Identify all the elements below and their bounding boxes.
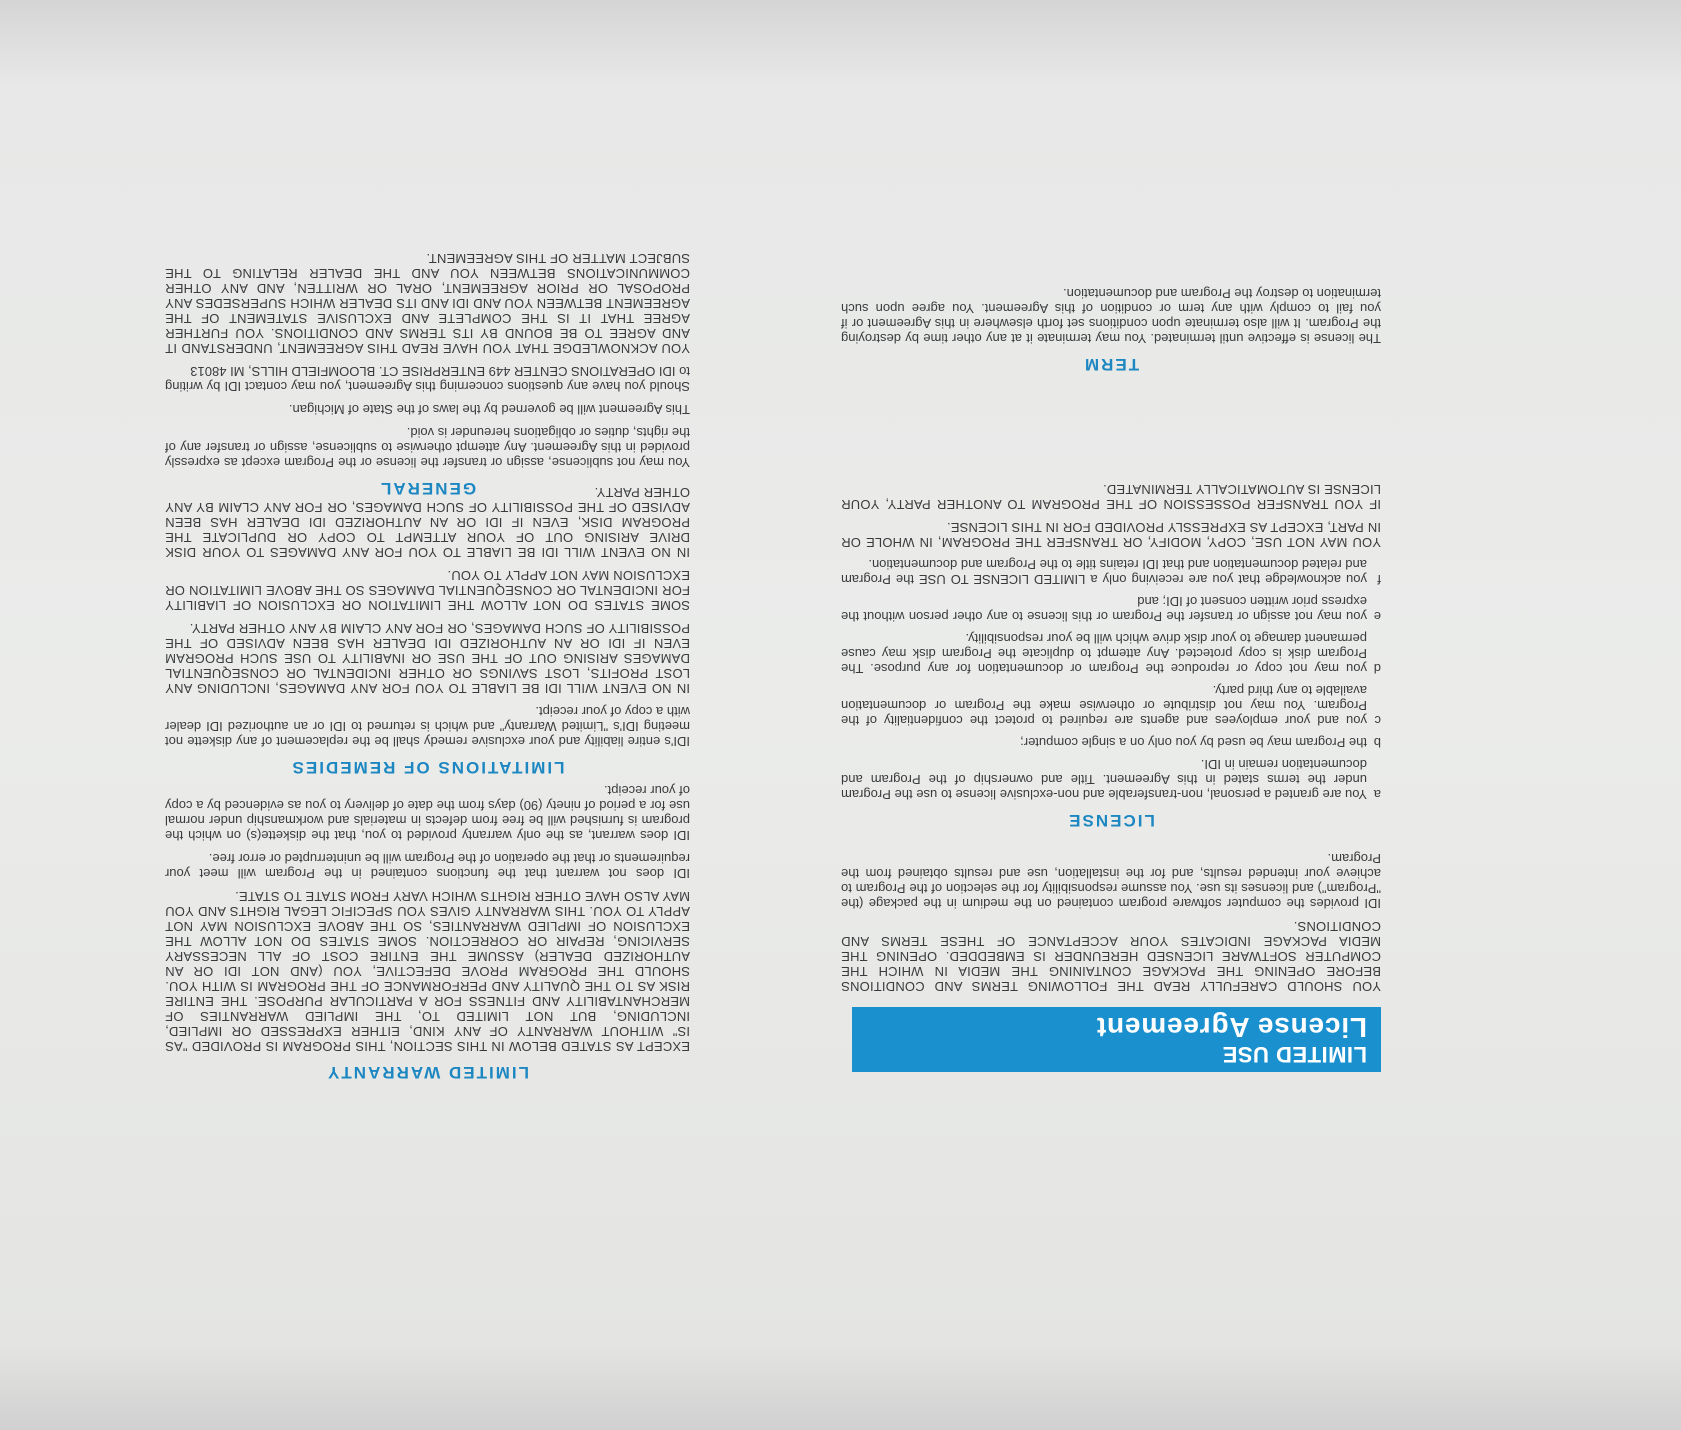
title-line-2: License Agreement	[1096, 1012, 1367, 1043]
item-text: You are granted a personal, non-transferable and non-exclusive license to use the Program under the terms stated in this Agreement. Title and ownership of the Program and documentation remain in IDI.	[841, 757, 1367, 802]
intro-text: IDI provides the computer software program contained on the medium in the package (the "Program") and licenses its use. You assume responsibility for the selection of the Program to achieve your intended results, and for the installation, use and results obtained from the Program.	[841, 851, 1381, 911]
term-heading: TERM	[1082, 355, 1140, 374]
license-item-a	[841, 757, 1381, 802]
term-text: The license is effective until terminated. You may terminate it at any other time by destroying the Program. It will also terminate upon conditions set forth elsewhere in this Agreement or if you fail to comply with any term or condition of this Agreement. You agree upon such termination to destroy the Program and documentation.	[841, 286, 1381, 346]
general-text-3: Should you have any questions concerning this Agreement, you may contact IDI by writing to IDI OPERATIONS CENTER 449 ENTERPRISE CT. BLOOMFIELD HILLS, MI 48013	[165, 364, 690, 394]
item-text: you and your employees and agents are required to protect the confidentiality of the Program. You may not distribute or otherwise make the Program or documentation available to any third party.	[841, 683, 1367, 728]
remedies-caps-1: IN NO EVENT WILL IDI BE LIABLE TO YOU FOR ANY DAMAGES, INCLUDING ANY LOST PROFITS, LOST SAVINGS OR OTHER INCIDENTAL OR CONSEQUENTIAL DAMAGES ARISING OUT OF THE USE OR INABILITY TO USE SUCH PROGRAM EVEN IF IDI OR AN AUTHORIZED IDI DEALER HAS BEEN ADVISED OF THE POSSIBILITY OF SUCH DAMAGES, OR FOR ANY CLAIM BY ANY OTHER PARTY.	[165, 621, 690, 696]
title-banner	[852, 1007, 1381, 1072]
title-line-1: LIMITED USE	[1222, 1042, 1367, 1067]
license-section	[841, 474, 1381, 830]
term-section	[841, 278, 1381, 374]
item-letter: e	[1373, 609, 1381, 624]
warranty-text-2: IDI does warrant, as the only warranty provided to you, that the diskette(s) on which the program is furnished will be free from defects in materials and workmanship under normal use for a period of ninety (90) days from the date of delivery to you as evidenced by a copy of your receipt.	[165, 783, 690, 843]
item-text: you may not copy or reproduce the Program or documentation for any purpose. The Program disk is copy protected. Any attempt to duplicate the Program disk may cause permanent damage to your disk drive which will be your responsibility.	[841, 631, 1367, 676]
license-item-c	[841, 683, 1381, 728]
license-heading: LICENSE	[1067, 811, 1155, 830]
item-letter: c	[1374, 713, 1381, 728]
item-text: the Program may be used by you only on a single computer;	[1020, 735, 1367, 750]
license-item-b	[841, 735, 1381, 750]
general-heading: GENERAL	[378, 479, 477, 498]
license-caps-1: YOU MAY NOT USE, COPY, MODIFY, OR TRANSFER THE PROGRAM, IN WHOLE OR IN PART, EXCEPT AS EXPRESSLY PROVIDED FOR IN THIS LICENSE.	[841, 520, 1381, 550]
intro-section	[841, 843, 1381, 994]
license-item-e	[841, 594, 1381, 624]
general-section	[165, 243, 690, 498]
remedies-section	[165, 477, 690, 777]
item-letter: b	[1373, 735, 1381, 750]
warranty-section	[165, 775, 690, 1082]
remedies-heading: LIMITATIONS OF REMEDIES	[290, 758, 565, 777]
item-text: you may not assign or transfer the Program or this license to any other person without the express prior written consent of IDI; and	[841, 594, 1367, 624]
warranty-heading: LIMITED WARRANTY	[326, 1063, 529, 1082]
general-text-1: You may not sublicense, assign or transfer the license or the Program except as expressly provided in this Agreement. Any attempt otherwise to sublicense, assign or transfer any of the rights, duties or obligations hereunder is void.	[165, 425, 690, 470]
item-letter: a	[1373, 787, 1381, 802]
license-item-d	[841, 631, 1381, 676]
license-caps-2: IF YOU TRANSFER POSSESSION OF THE PROGRAM TO ANOTHER PARTY, YOUR LICENSE IS AUTOMATICALLY TERMINATED.	[841, 482, 1381, 512]
item-letter: d	[1373, 661, 1381, 676]
license-item-f	[841, 557, 1381, 587]
remedies-caps-2: SOME STATES DO NOT ALLOW THE LIMITATION OR EXCLUSION OF LIABILITY FOR INCIDENTAL OR CONSEQUENTIAL DAMAGES SO THE ABOVE LIMITATION OR EXCLUSION MAY NOT APPLY TO YOU.	[165, 568, 690, 613]
item-letter: f	[1377, 572, 1381, 587]
general-text-2: This Agreement will be governed by the laws of the State of Michigan.	[288, 402, 690, 417]
intro-notice: YOU SHOULD CAREFULLY READ THE FOLLOWING TERMS AND CONDITIONS BEFORE OPENING THE PACKAGE CONTAINING THE MEDIA IN WHICH THE COMPUTER SOFTWARE LICENSED HEREUNDER IS EMBEDDED. OPENING THE MEDIA PACKAGE INDICATES YOUR ACCEPTANCE OF THESE TERMS AND CONDITIONS.	[841, 919, 1381, 994]
remedies-text: IDI's entire liability and your exclusive remedy shall be the replacement of any diskette not meeting IDI's "Limited Warranty" and which is returned to IDI or an authorized IDI dealer with a copy of your receipt.	[165, 704, 690, 749]
warranty-caps: EXCEPT AS STATED BELOW IN THIS SECTION, THIS PROGRAM IS PROVIDED "AS IS" WITHOUT WARRANTY OF ANY KIND, EITHER EXPRESSED OR IMPLIED, INCLUDING, BUT NOT LIMITED TO, THE IMPLIED WARRANTIES OF MERCHANTABILITY AND FITNESS FOR A PARTICULAR PURPOSE. THE ENTIRE RISK AS TO THE QUALITY AND PERFORMANCE OF THE PROGRAM IS WITH YOU. SHOULD THE PROGRAM PROVE DEFECTIVE, YOU (AND NOT IDI OR AN AUTHORIZED DEALER) ASSUME THE ENTIRE COST OF ALL NECESSARY SERVICING, REPAIR OR CORRECTION. SOME STATES DO NOT ALLOW THE EXCLUSION OF IMPLIED WARRANTIES, SO THE ABOVE EXCLUSION MAY NOT APPLY TO YOU. THIS WARRANTY GIVES YOU SPECIFIC LEGAL RIGHTS AND YOU MAY ALSO HAVE OTHER RIGHTS WHICH VARY FROM STATE TO STATE.	[165, 889, 690, 1054]
warranty-text-1: IDI does not warrant that the functions contained in the Program will meet your requirements or that the operation of the Program will be uninterrupted or error free.	[165, 851, 690, 881]
item-text: you acknowledge that you are receiving only a LIMITED LICENSE TO USE the Program and related documentation and that IDI retains title to the Program and documentation.	[841, 557, 1367, 587]
remedies-caps-3: IN NO EVENT WILL IDI BE LIABLE TO YOU FOR ANY DAMAGES TO YOUR DISK DRIVE ARISING OUT OF YOUR ATTEMPT TO COPY OR DUPLICATE THE PROGRAM DISK, EVEN IF IDI OR AN AUTHORIZED IDI DEALER HAS BEEN ADVISED OF THE POSSIBILITY OF SUCH DAMAGES, OR FOR ANY CLAIM BY ANY OTHER PARTY.	[165, 485, 690, 560]
general-caps: YOU ACKNOWLEDGE THAT YOU HAVE READ THIS AGREEMENT, UNDERSTAND IT AND AGREE TO BE BOUND BY ITS TERMS AND CONDITIONS. YOU FURTHER AGREE THAT IT IS THE COMPLETE AND EXCLUSIVE STATEMENT OF THE AGREEMENT BETWEEN YOU AND IDI AND ITS DEALER WHICH SUPERSEDES ANY PROPOSAL OR PRIOR AGREEMENT, ORAL OR WRITTEN, AND ANY OTHER COMMUNICATIONS BETWEEN YOU AND THE DEALER RELATING TO THE SUBJECT MATTER OF THIS AGREEMENT.	[165, 251, 690, 356]
